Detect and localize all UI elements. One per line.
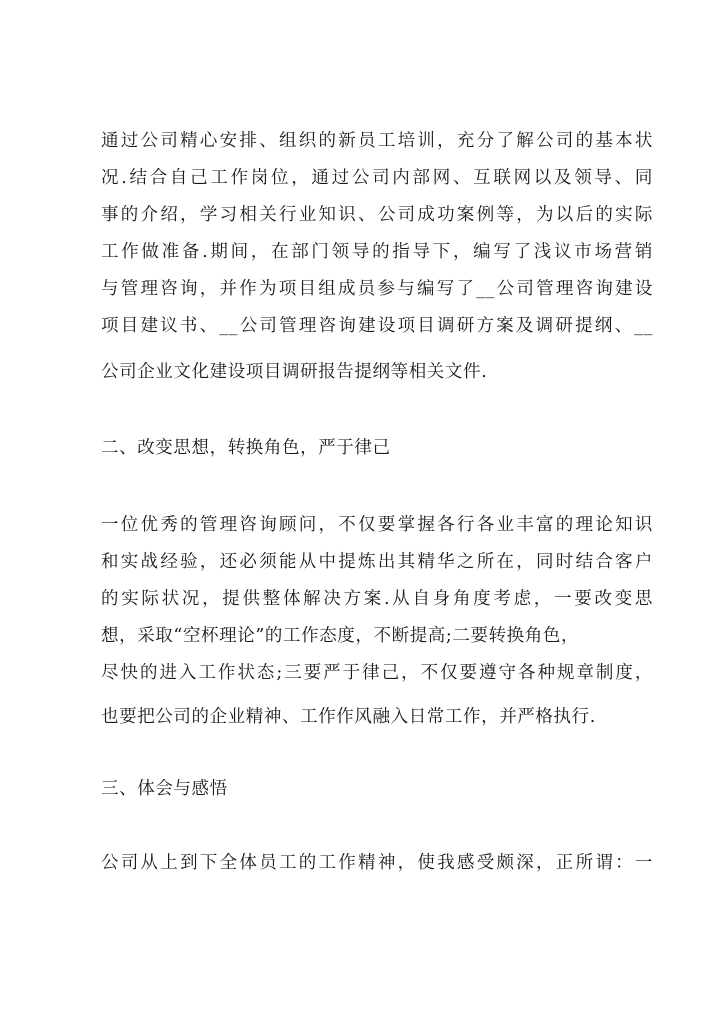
paragraph-1-line-4: 工作做准备.期间，在部门领导的指导下，编写了浅议市场营销	[101, 242, 653, 262]
paragraph-2-line-1: 一位优秀的管理咨询顾问，不仅要掌握各行各业丰富的理论知识	[101, 515, 653, 535]
paragraph-2-line-4: 想，采取“空杯理论”的工作态度，不断提高;二要转换角色，	[101, 626, 580, 646]
paragraph-2-line-3: 的实际状况，提供整体解决方案.从自身角度考虑，一要改变思	[101, 589, 653, 609]
paragraph-2-line-6: 也要把公司的企业精神、工作作风融入日常工作，并严格执行.	[101, 707, 596, 727]
paragraph-1-line-2: 况.结合自己工作岗位，通过公司内部网、互联网以及领导、同	[101, 168, 653, 188]
paragraph-1-line-1: 通过公司精心安排、组织的新员工培训，充分了解公司的基本状	[101, 131, 653, 151]
paragraph-1-line-3: 事的介绍，学习相关行业知识、公司成功案例等，为以后的实际	[101, 205, 653, 225]
paragraph-3-line-1: 公司从上到下全体员工的工作精神，使我感受颇深，正所谓：一	[101, 853, 653, 873]
paragraph-2-line-5: 尽快的进入工作状态;三要严于律己，不仅要遵守各种规章制度，	[101, 663, 653, 683]
section-heading-3: 三、体会与感悟	[101, 779, 228, 799]
paragraph-1-line-7: 公司企业文化建设项目调研报告提纲等相关文件.	[101, 362, 488, 382]
paragraph-2-line-2: 和实战经验，还必须能从中提炼出其精华之所在，同时结合客户	[101, 552, 653, 572]
paragraph-1-line-5: 与管理咨询，并作为项目组成员参与编写了__公司管理咨询建设	[101, 279, 653, 299]
section-heading-2: 二、改变思想，转换角色，严于律己	[101, 438, 391, 458]
paragraph-1-line-6: 项目建议书、__公司管理咨询建设项目调研方案及调研提纲、__	[101, 316, 653, 336]
